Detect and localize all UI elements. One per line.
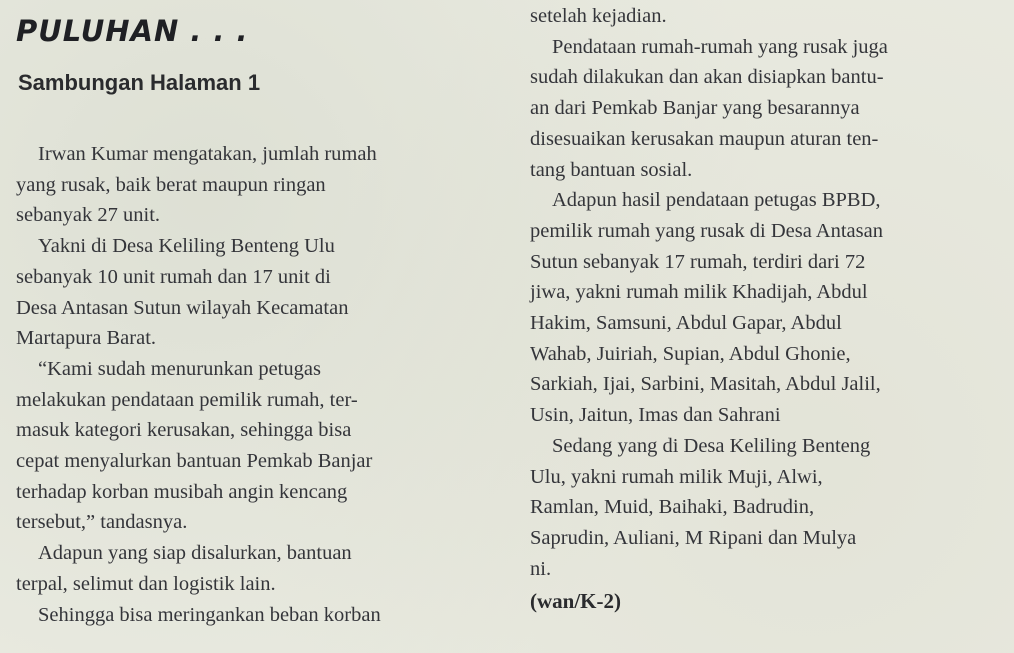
left-line: sebanyak 27 unit. xyxy=(16,204,161,227)
right-column-body xyxy=(530,1,1014,617)
left-line: Desa Antasan Sutun wilayah Kecamatan xyxy=(16,296,349,319)
right-line: disesuaikan kerusakan maupun aturan ten- xyxy=(530,127,879,150)
right-line: Sutun sebanyak 17 rumah, terdiri dari 72 xyxy=(530,250,866,273)
right-line: tang bantuan sosial. xyxy=(530,158,693,181)
right-line: Pendataan rumah-rumah yang rusak juga xyxy=(552,35,888,58)
left-line: terpal, selimut dan logistik lain. xyxy=(16,572,276,595)
right-line: Ulu, yakni rumah milik Muji, Alwi, xyxy=(530,465,823,488)
right-line: Hakim, Samsuni, Abdul Gapar, Abdul xyxy=(530,312,842,335)
headline: PULUHAN . . . xyxy=(16,14,249,48)
left-line: “Kami sudah menurunkan petugas xyxy=(38,357,321,380)
left-column-body xyxy=(16,139,504,630)
byline: (wan/K-2) xyxy=(530,589,621,614)
right-line: setelah kejadian. xyxy=(530,5,667,27)
right-line: Ramlan, Muid, Baihaki, Badrudin, xyxy=(530,496,815,519)
left-line: yang rusak, baik berat maupun ringan xyxy=(16,173,326,196)
right-line: ni. xyxy=(530,557,552,580)
right-line: Sarkiah, Ijai, Sarbini, Masitah, Abdul Jalil, xyxy=(530,373,881,396)
left-line: tersebut,” tandasnya. xyxy=(16,511,188,534)
right-line: pemilik rumah yang rusak di Desa Antasan xyxy=(530,219,883,242)
left-line: Martapura Barat. xyxy=(16,327,157,350)
right-line: Wahab, Juiriah, Supian, Abdul Ghonie, xyxy=(530,342,851,365)
left-line: Yakni di Desa Keliling Benteng Ulu xyxy=(38,235,335,258)
left-line: masuk kategori kerusakan, sehingga bisa xyxy=(16,419,352,442)
right-line: sudah dilakukan dan akan disiapkan bantu- xyxy=(530,66,884,89)
right-line: Usin, Jaitun, Imas dan Sahrani xyxy=(530,404,781,427)
right-line: Sedang yang di Desa Keliling Benteng xyxy=(552,434,871,457)
continuation-subheading: Sambungan Halaman 1 xyxy=(18,70,261,95)
left-line: Sehingga bisa meringankan beban korban xyxy=(38,603,381,626)
left-line: cepat menyalurkan bantuan Pemkab Banjar xyxy=(16,450,373,473)
right-line: an dari Pemkab Banjar yang besarannya xyxy=(530,97,860,120)
left-line: sebanyak 10 unit rumah dan 17 unit di xyxy=(16,265,331,288)
left-line: Adapun yang siap disalurkan, bantuan xyxy=(38,542,352,565)
right-line: Adapun hasil pendataan petugas BPBD, xyxy=(552,189,881,212)
right-line: jiwa, yakni rumah milik Khadijah, Abdul xyxy=(530,281,868,304)
left-line: melakukan pendataan pemilik rumah, ter- xyxy=(16,388,358,411)
left-line: Irwan Kumar mengatakan, jumlah rumah xyxy=(38,143,377,165)
right-line: Saprudin, Auliani, M Ripani dan Mulya xyxy=(530,526,857,549)
left-line: terhadap korban musibah angin kencang xyxy=(16,480,348,503)
